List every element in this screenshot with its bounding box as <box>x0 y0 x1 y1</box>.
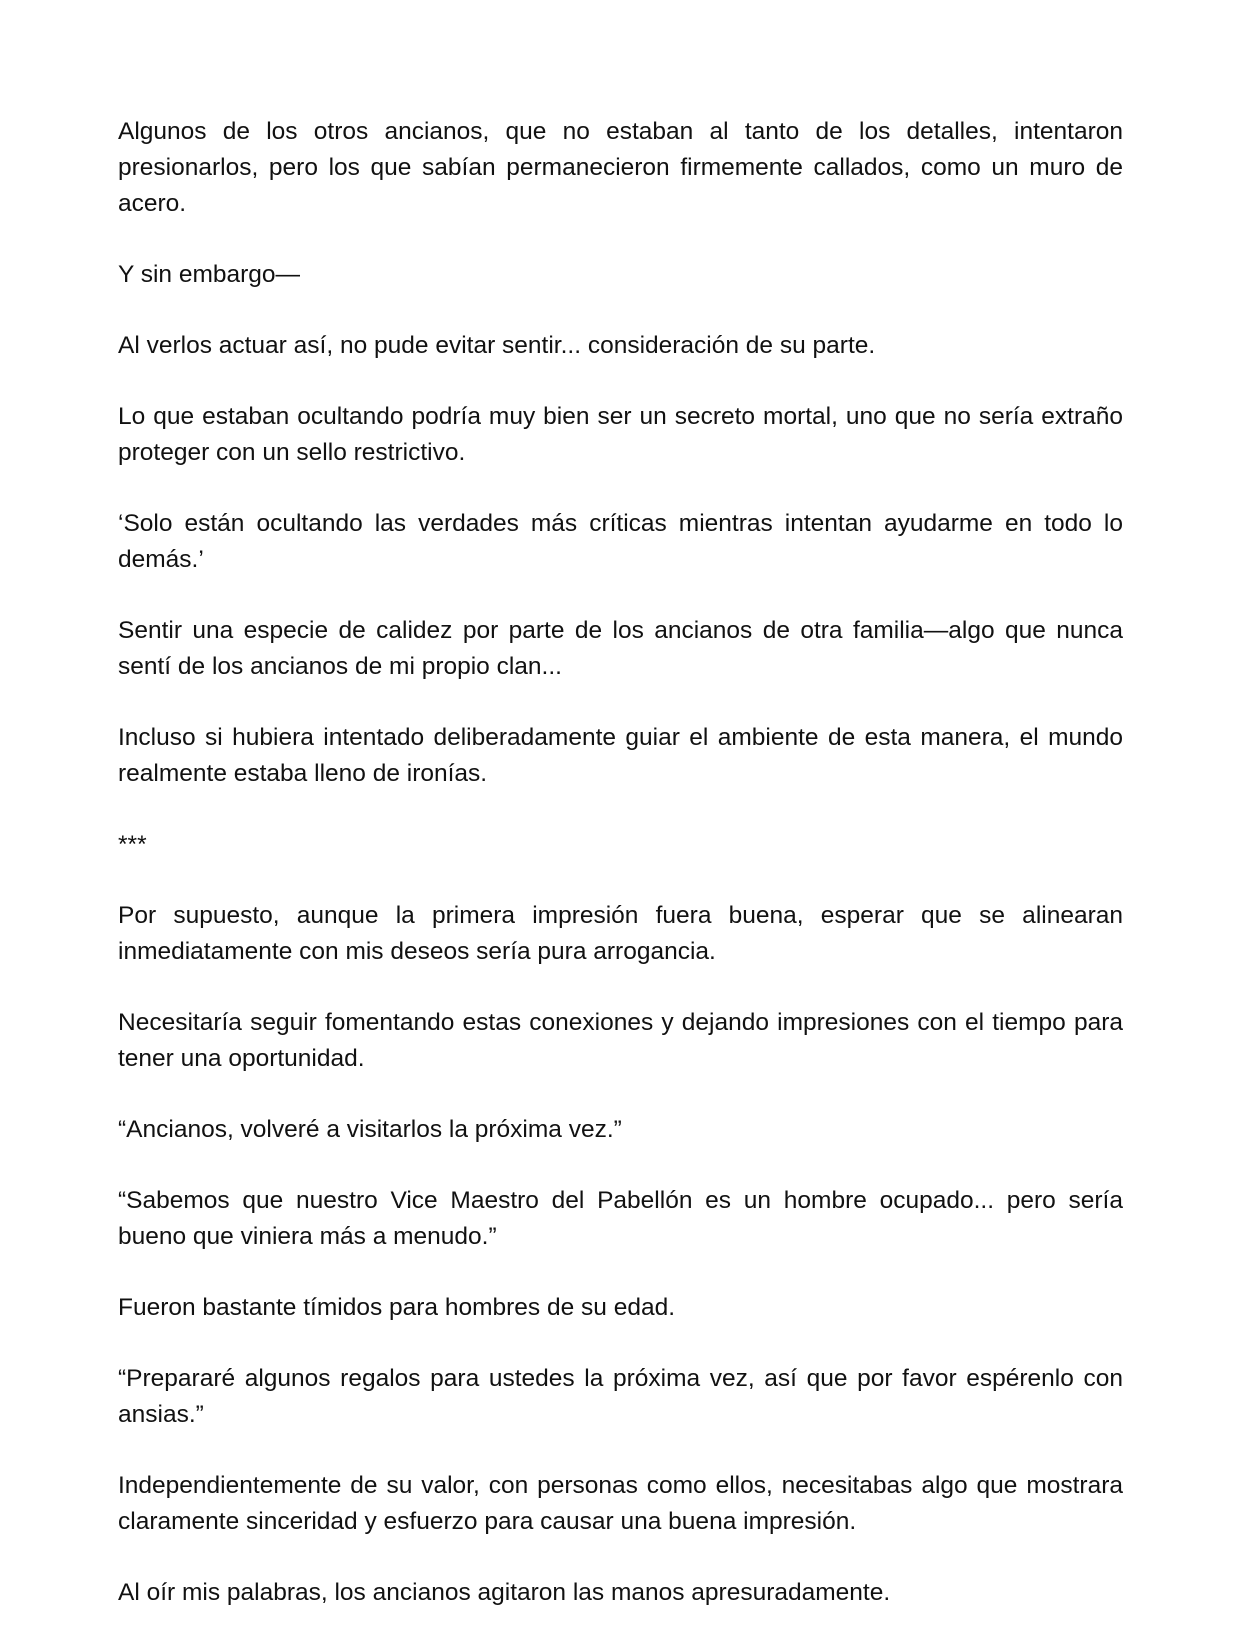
paragraph: Y sin embargo— <box>118 261 301 288</box>
paragraph: Al verlos actuar así, no pude evitar sentir... consideración de su parte. <box>118 332 876 359</box>
paragraph: Por supuesto, aunque la primera impresión fuera buena, esperar que se alinearan inmediatamente con mis deseos sería pura arrogancia. <box>118 902 1123 965</box>
paragraph: ‘Solo están ocultando las verdades más críticas mientras intentan ayudarme en todo lo demás.’ <box>118 510 1123 573</box>
dialogue-paragraph: “Prepararé algunos regalos para ustedes la próxima vez, así que por favor espérenlo con ansias.” <box>118 1365 1123 1428</box>
paragraph: Al oír mis palabras, los ancianos agitaron las manos apresuradamente. <box>118 1579 891 1606</box>
scene-break: *** <box>118 831 147 858</box>
paragraph: Sentir una especie de calidez por parte de los ancianos de otra familia—algo que nunca sentí de los ancianos de mi propio clan... <box>118 617 1123 680</box>
paragraph: Incluso si hubiera intentado deliberadamente guiar el ambiente de esta manera, el mundo realmente estaba lleno de ironías. <box>118 724 1123 787</box>
document-body <box>118 114 1123 1646</box>
paragraph: Fueron bastante tímidos para hombres de su edad. <box>118 1294 676 1321</box>
paragraph: Lo que estaban ocultando podría muy bien ser un secreto mortal, uno que no sería extraño proteger con un sello restrictivo. <box>118 403 1123 466</box>
paragraph: Necesitaría seguir fomentando estas conexiones y dejando impresiones con el tiempo para tener una oportunidad. <box>118 1009 1123 1072</box>
dialogue-paragraph: “Sabemos que nuestro Vice Maestro del Pabellón es un hombre ocupado... pero sería bueno que viniera más a menudo.” <box>118 1187 1123 1250</box>
paragraph: Algunos de los otros ancianos, que no estaban al tanto de los detalles, intentaron presionarlos, pero los que sabían permanecieron firmemente callados, como un muro de acero. <box>118 118 1123 217</box>
dialogue-paragraph: “Ancianos, volveré a visitarlos la próxima vez.” <box>118 1116 622 1143</box>
paragraph: Independientemente de su valor, con personas como ellos, necesitabas algo que mostrara claramente sinceridad y esfuerzo para causar una buena impresión. <box>118 1472 1123 1535</box>
